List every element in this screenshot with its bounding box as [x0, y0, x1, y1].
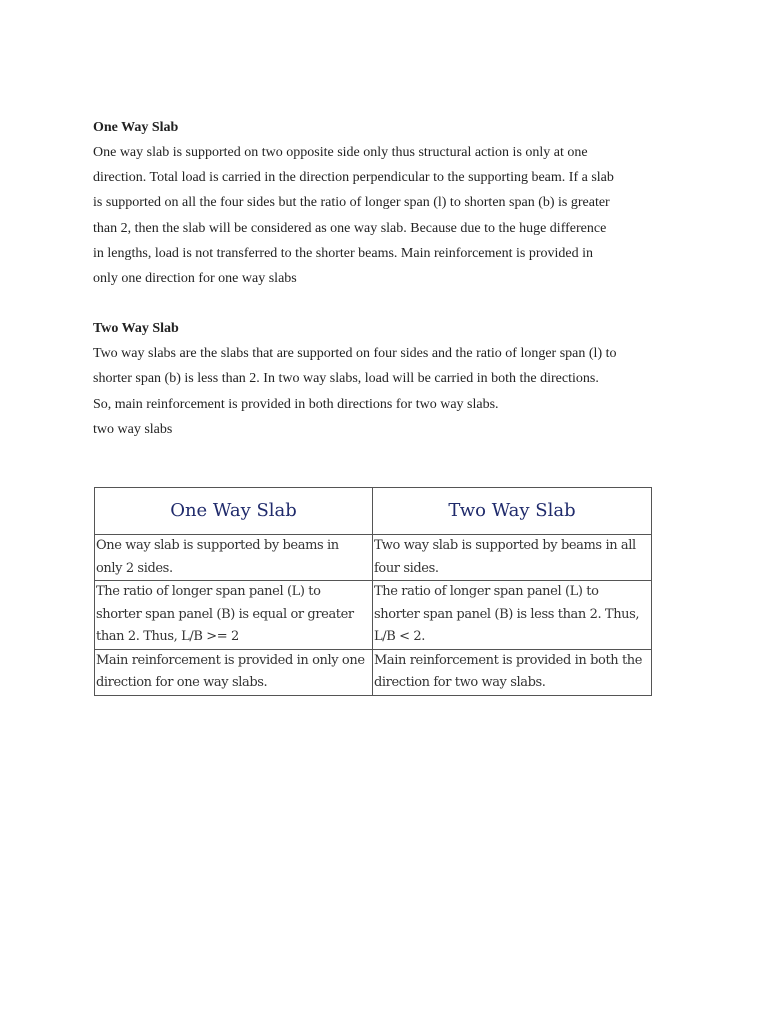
- cell-line: direction for one way slabs.: [96, 675, 268, 690]
- document-body: [93, 115, 683, 442]
- table-cell: [373, 535, 652, 581]
- cell-line: Main reinforcement is provided in only one: [96, 652, 365, 668]
- cell-line: only 2 sides.: [96, 560, 173, 576]
- section-spacer: [93, 291, 683, 316]
- text-line: One way slab is supported on two opposite side only thus structural action is only at one: [93, 145, 588, 160]
- table-cell: [95, 649, 373, 695]
- text-line: only one direction for one way slabs: [93, 271, 297, 287]
- section-heading-two-way-slab: Two Way Slab: [93, 321, 179, 337]
- table-row: [95, 581, 652, 650]
- cell-line: The ratio of longer span panel (L) to: [374, 584, 599, 599]
- cell-line: One way slab is supported by beams in: [96, 538, 339, 553]
- cell-line: shorter span panel (B) is equal or greater: [96, 606, 354, 622]
- text-line: So, main reinforcement is provided in both directions for two way slabs.: [93, 396, 499, 412]
- table-cell: [373, 649, 652, 695]
- text-line: direction. Total load is carried in the direction perpendicular to the supporting beam. If a slab: [93, 170, 614, 186]
- paragraph-two-way-slab: [93, 341, 683, 442]
- cell-line: shorter span panel (B) is less than 2. Thus,: [374, 606, 640, 622]
- paragraph-one-way-slab: [93, 140, 683, 291]
- text-line: two way slabs: [93, 421, 173, 437]
- cell-line: than 2. Thus, L/B >= 2: [96, 629, 239, 644]
- column-header-one-way: One Way Slab: [95, 488, 373, 535]
- text-line: shorter span (b) is less than 2. In two way slabs, load will be carried in both the directions.: [93, 371, 599, 387]
- comparison-table-image: [94, 487, 651, 696]
- table-row: [95, 535, 652, 581]
- cell-line: The ratio of longer span panel (L) to: [96, 584, 321, 599]
- cell-line: Two way slab is supported by beams in all: [374, 538, 636, 553]
- table-cell: [373, 581, 652, 650]
- text-line: in lengths, load is not transferred to the shorter beams. Main reinforcement is provided in: [93, 245, 593, 261]
- text-line: than 2, then the slab will be considered as one way slab. Because due to the huge difference: [93, 220, 607, 236]
- cell-line: L/B < 2.: [374, 629, 425, 644]
- cell-line: four sides.: [374, 560, 439, 576]
- table-header-row: [95, 488, 652, 535]
- table-cell: [95, 581, 373, 650]
- text-line: is supported on all the four sides but the ratio of longer span (l) to shorten span (b) is greater: [93, 195, 610, 211]
- text-line: Two way slabs are the slabs that are supported on four sides and the ratio of longer span (l) to: [93, 346, 617, 362]
- column-header-two-way: Two Way Slab: [373, 488, 652, 535]
- section-heading-one-way-slab: One Way Slab: [93, 120, 179, 135]
- comparison-table: [94, 487, 652, 696]
- table-row: [95, 649, 652, 695]
- table-cell: [95, 535, 373, 581]
- cell-line: Main reinforcement is provided in both the: [374, 652, 643, 668]
- cell-line: direction for two way slabs.: [374, 675, 546, 690]
